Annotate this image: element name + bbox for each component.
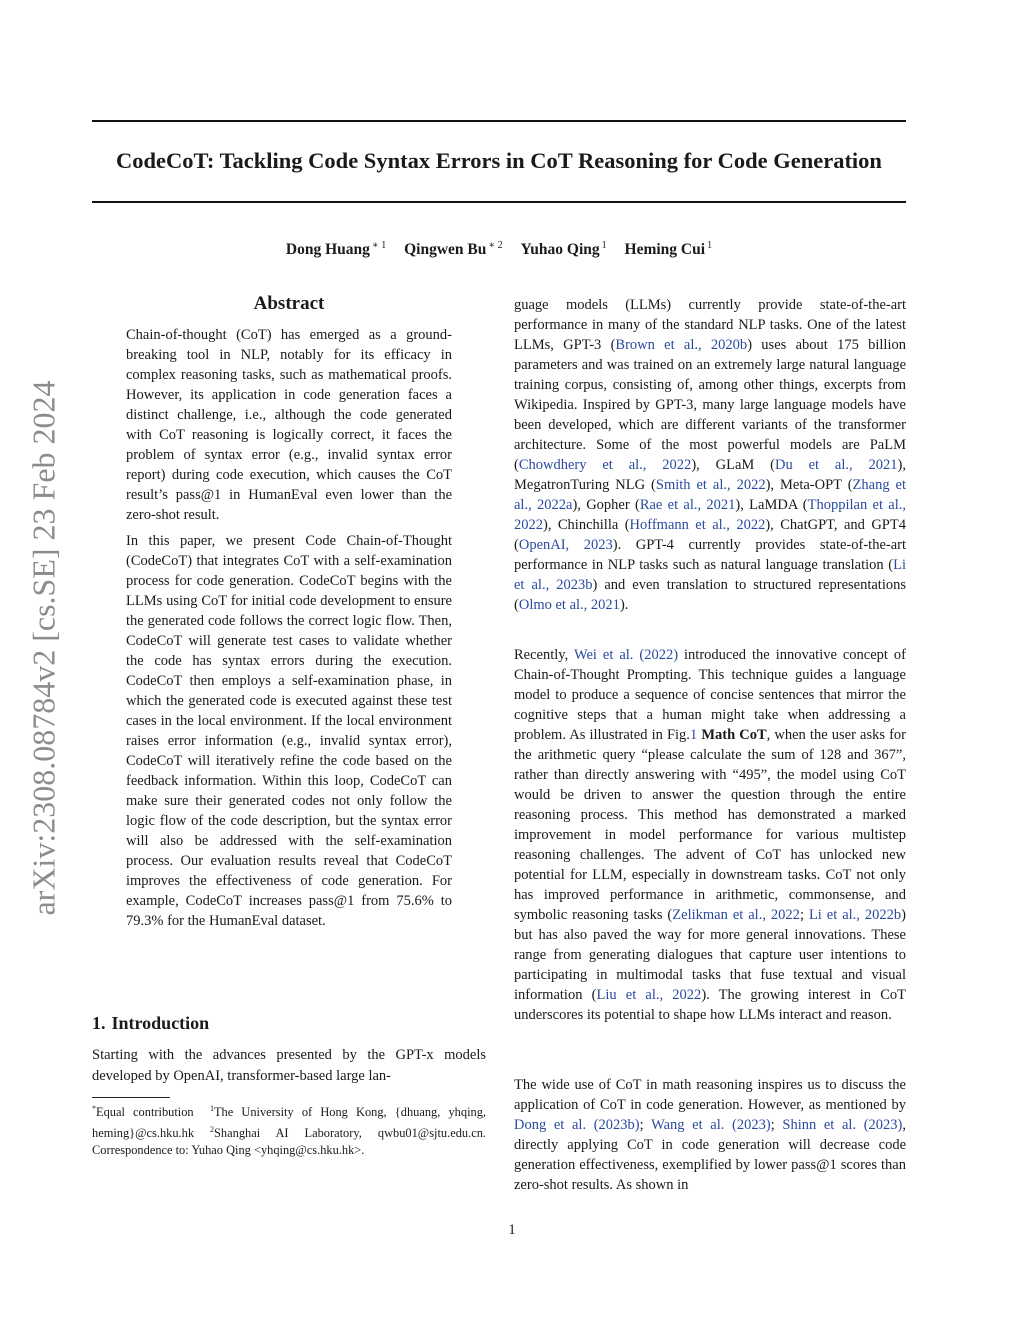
text-run: ), ChatGPT, and GPT4 ( <box>514 517 906 553</box>
text-run: , when the user asks for the arithmetic query “please calculate the sum of 128 and 367”, rather than directly answering with “495”, the model using CoT would be driven to answer the question through the entire reasoning process. This method has demonstrated a marked improvement in model performance for various multistep reasoning challenges. The advent of CoT has unlocked new potential for LLM, especially in downstream tasks. CoT not only has improved performance in arithmetic, commonsense, and symbolic reasoning tasks ( <box>514 727 906 923</box>
citation-link[interactable]: Hoffmann et al., 2022 <box>629 517 766 533</box>
citation-link[interactable]: Zhang et al., 2022a <box>514 477 906 513</box>
text-run: The wide use of CoT in math reasoning inspires us to discuss the application of CoT in code generation. However, as mentioned by <box>514 1077 906 1113</box>
text-run: , directly applying CoT in code generation will decrease code generation effectiveness, exemplified by lower pass@1 scores than zero-shot results. As shown in <box>514 1117 907 1193</box>
body-paragraph-1 <box>514 295 906 615</box>
citation-link[interactable]: Shinn et al. (2023) <box>782 1117 903 1133</box>
footnote-rule <box>92 1097 170 1098</box>
text-run: Recently, <box>514 647 574 663</box>
author-3: Yuhao Qing $^1$ <box>520 240 607 258</box>
bold-term: Math CoT <box>701 727 767 743</box>
footnote: *Equal contribution $^1$The University of Hong Kong, {dhuang, yhqing, heming}@cs.hku.hk $^2$Shanghai AI Laboratory, qwbu01@sjtu.edu.cn. Correspondence to: Yuhao Qing <yhqing@cs.hku.hk>. <box>92 1104 487 1157</box>
paper-title: CodeCoT: Tackling Code Syntax Errors in CoT Reasoning for Code Generation <box>116 148 882 173</box>
author-2: Qingwen Bu $^{∗ 2}$ <box>404 240 503 258</box>
section-heading-introduction: 1. Introduction <box>92 1013 210 1033</box>
citation-link[interactable]: Thoppilan et al., 2022 <box>514 497 906 533</box>
citation-link[interactable]: Olmo et al., 2021 <box>518 597 620 613</box>
citation-link[interactable]: Liu et al., 2022 <box>596 987 702 1003</box>
text-run: ). GPT-4 currently provides state-of-the-art performance in NLP tasks such as natural language translation ( <box>514 537 906 573</box>
citation-link[interactable]: Zelikman et al., 2022 <box>672 907 800 923</box>
text-run: ; <box>799 907 809 923</box>
text-run: ; <box>639 1117 652 1133</box>
citation-link[interactable]: Li et al., 2022b <box>808 907 902 923</box>
citation-link[interactable]: Wang et al. (2023) <box>651 1117 771 1133</box>
text-run: ), Meta-OPT ( <box>765 477 853 493</box>
citation-link[interactable]: Chowdhery et al., 2022 <box>518 457 692 473</box>
title-rule-bottom <box>92 201 906 203</box>
abstract-paragraph-1: Chain-of-thought (CoT) has emerged as a ground-breaking tool in NLP, notably for its efficacy in complex reasoning tasks, such as mathematical proofs. However, its application in code generation faces a distinct challenge, i.e., although the code generated with CoT reasoning is logically correct, it faces the problem of syntax error (e.g., invalid syntax error report) during code execution, which causes the CoT result’s pass@1 in HumanEval even lower than the zero-shot result. <box>126 327 452 523</box>
text-run: ) but has also paved the way for more general innovations. These range from generating dialogues that capture user intentions to participating in multimodal tasks that fuse textual and visual information ( <box>514 907 906 1003</box>
author-list <box>92 236 906 260</box>
title-rule-top <box>92 120 906 122</box>
citation-link[interactable]: Wei et al. (2022) <box>573 647 679 663</box>
citation-link[interactable]: 1 <box>689 727 698 743</box>
body-paragraph-2 <box>514 645 906 1025</box>
citation-link[interactable]: Brown et al., 2020b <box>615 337 748 353</box>
text-run: ). <box>619 597 629 613</box>
body-paragraph-3 <box>514 1075 906 1195</box>
citation-link[interactable]: Li et al., 2023b <box>514 557 906 593</box>
arxiv-watermark: arXiv:2308.08784v2 [cs.SE] 23 Feb 2024 <box>25 380 62 916</box>
author-4: Heming Cui $^1$ <box>624 240 713 258</box>
citation-link[interactable]: OpenAI, 2023 <box>518 537 613 553</box>
text-run: ), LaMDA ( <box>735 497 808 513</box>
text-run: ), MegatronTuring NLG ( <box>514 457 906 493</box>
text-run: ), Gopher ( <box>572 497 640 513</box>
text-run: ) and even translation to structured representations ( <box>514 577 906 613</box>
author-1: Dong Huang $^{∗ 1}$ <box>285 240 387 258</box>
text-run: ), GLaM ( <box>691 457 775 473</box>
text-run: ), Chinchilla ( <box>543 517 630 533</box>
intro-paragraph-1: Starting with the advances presented by the GPT-x models developed by OpenAI, transformer-based large lan- <box>92 1047 486 1084</box>
page-number: 1 <box>508 1222 516 1238</box>
text-run: ). The growing interest in CoT underscores its potential to shape how LLMs interact and reason. <box>514 987 906 1023</box>
text-run: introduced the innovative concept of Chain-of-Thought Prompting. This technique guides a language model to produce a sequence of concise sentences that mirror the cognitive steps that a human might take when addressing a problem. As illustrated in Fig. <box>514 647 907 743</box>
citation-link[interactable]: Rae et al., 2021 <box>639 497 736 513</box>
text-run: ; <box>770 1117 783 1133</box>
abstract-heading: Abstract <box>253 293 325 314</box>
citation-link[interactable]: Du et al., 2021 <box>775 457 898 473</box>
text-run: ) uses about 175 billion parameters and was trained on an extremely large natural language training corpus, consisting of, among other things, excerpts from Wikipedia. Inspired by GPT-3, many large language models have been developed, which are different variants of the transformer architecture. Some of the most powerful models are PaLM ( <box>514 337 906 473</box>
citation-link[interactable]: Smith et al., 2022 <box>655 477 766 493</box>
abstract-paragraph-2: In this paper, we present Code Chain-of-Thought (CodeCoT) that integrates CoT with a self-examination process for code generation. CodeCoT begins with the LLMs using CoT for initial code development to ensure the generated code follows the correct logic flow. Then, CodeCoT will generate test cases to validate whether the code has syntax errors during the execution. CodeCoT then employs a self-examination phase, in which the generated code is executed against these test cases in the local environment. If the local environment raises error information (e.g., invalid syntax error), CodeCoT will iteratively refine the code based on the feedback information. Within this loop, CodeCoT can make sure their generated codes not only follow the logic flow of the code description, but the syntax error will also be addressed with the self-examination process. Our evaluation results reveal that CodeCoT improves the effectiveness of code generation. For example, CodeCoT increases pass@1 from 75.6% to 79.3% for the HumanEval dataset. <box>126 533 452 929</box>
citation-link[interactable]: Dong et al. (2023b) <box>514 1117 640 1133</box>
text-run: guage models (LLMs) currently provide state-of-the-art performance in many of the standard NLP tasks. One of the latest LLMs, GPT-3 ( <box>514 297 906 353</box>
